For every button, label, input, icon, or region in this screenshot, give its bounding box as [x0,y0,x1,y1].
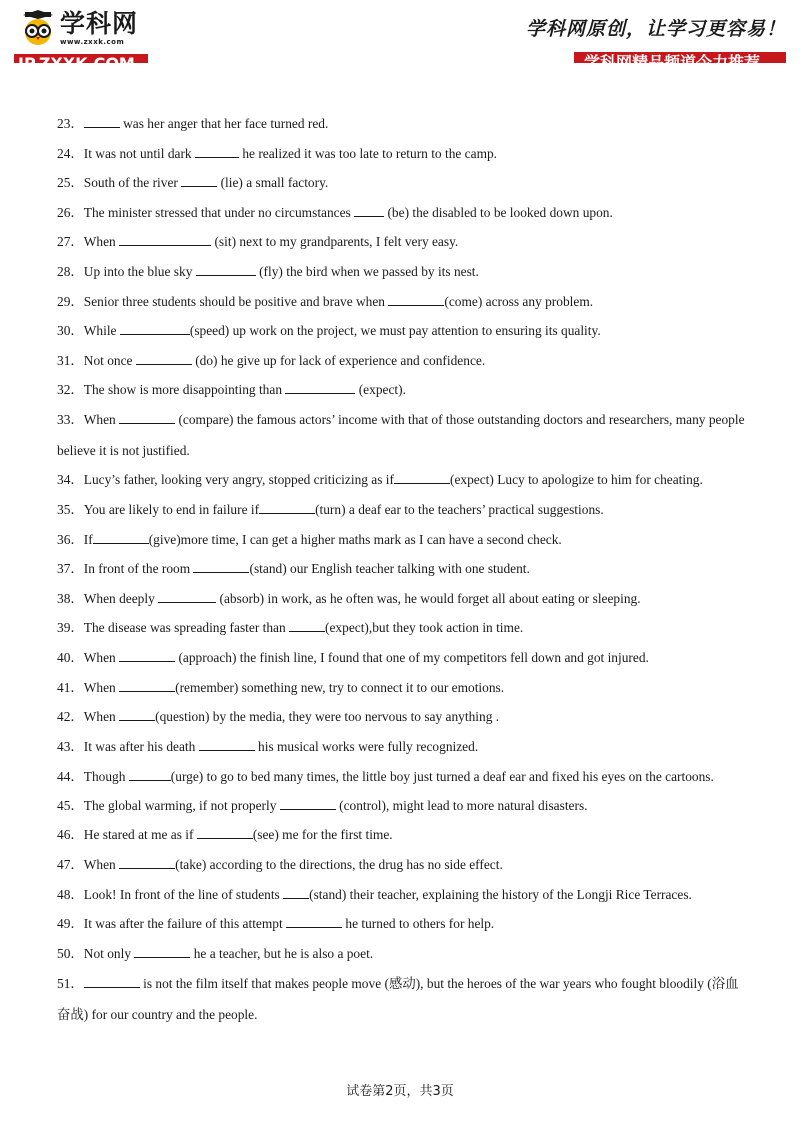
question-text: Not only [83,945,135,961]
question-text: (expect),but they took action in time. [325,620,524,636]
question-item [57,944,747,964]
question-text: The global warming, if not properly [83,797,280,813]
answer-blank[interactable] [280,797,336,810]
question-text: (see) me for the first time. [252,827,393,843]
answer-blank[interactable] [84,975,140,988]
question-text: Lucy’s father, looking very angry, stopped criticizing as if [83,472,394,488]
question-number: 45． [57,797,84,813]
question-item [57,530,747,550]
answer-blank[interactable] [394,471,450,484]
page-number: 试卷第2页，共3页 [346,1084,454,1099]
question-item [57,173,747,193]
question-text: (give)more time, I can get a higher maths mark as I can have a second check. [148,531,562,547]
answer-blank[interactable] [286,915,342,928]
question-number: 25． [57,175,84,191]
answer-blank[interactable] [134,945,190,958]
question-item [57,500,747,520]
question-text: (turn) a deaf ear to the teachers’ practical suggestions. [315,502,604,518]
answer-blank[interactable] [354,204,384,217]
question-text: (compare) the famous actors’ income with that of those outstanding doctors and researchers, many people believe it is not justified. [57,412,748,459]
question-text: is not the film itself that makes people move (感动), but the heroes of the war years who fought bloodily (浴血奋战) for our country and the people. [57,975,739,1022]
question-item [57,885,747,905]
question-item [57,855,747,875]
answer-blank[interactable] [158,590,216,603]
question-text: If [83,531,93,547]
question-item [57,262,747,282]
question-item [57,678,747,698]
question-text: It was after his death [83,738,199,754]
question-number: 48． [57,886,84,902]
question-item [57,114,747,134]
answer-blank[interactable] [285,381,355,394]
question-text: (absorb) in work, as he often was, he would forget all about eating or sleeping. [216,590,641,606]
question-number: 49． [57,916,84,932]
question-text: When [83,234,120,250]
question-text: his musical works were fully recognized. [254,738,479,754]
question-text: (control), might lead to more natural disasters. [335,797,588,813]
question-text: You are likely to end in failure if [83,502,260,518]
question-text: he realized it was too late to return to the camp. [238,145,498,161]
question-text: was her anger that her face turned red. [119,116,329,131]
answer-blank[interactable] [193,560,249,573]
question-text: He stared at me as if [83,827,197,843]
question-item [57,618,747,638]
answer-blank[interactable] [259,501,315,514]
question-item [57,589,747,609]
question-item [57,968,747,1030]
question-item [57,470,747,490]
answer-blank[interactable] [119,708,155,721]
question-text: (speed) up work on the project, we must pay attention to ensuring its quality. [189,323,601,339]
question-item [57,232,747,252]
question-item [57,351,747,371]
question-number: 46． [57,827,84,843]
question-item [57,707,747,727]
question-item [57,292,747,312]
question-number: 29． [57,293,84,309]
question-number: 30． [57,323,84,339]
answer-blank[interactable] [181,174,217,187]
answer-blank[interactable] [196,263,256,276]
question-text: Senior three students should be positive and brave when [83,293,389,309]
question-number: 42． [57,709,84,725]
question-item [57,914,747,934]
question-number: 51． [57,975,84,991]
question-item [57,321,747,341]
logo-name: 学科网 [60,9,139,38]
page-header [0,0,800,80]
question-text: It was after the failure of this attempt [83,916,287,932]
question-text: (take) according to the directions, the drug has no side effect. [175,857,503,873]
answer-blank[interactable] [388,293,444,306]
question-number: 37． [57,561,84,577]
question-text: (approach) the finish line, I found that one of my competitors fell down and got injured. [175,650,649,665]
question-number: 50． [57,945,84,961]
question-text: (be) the disabled to be looked down upon. [384,204,613,220]
question-text: The show is more disappointing than [83,382,286,398]
answer-blank[interactable] [197,826,253,839]
question-number: 38． [57,590,84,606]
question-text: South of the river [83,175,182,191]
answer-blank[interactable] [195,145,239,158]
answer-blank[interactable] [119,649,175,662]
question-text: he a teacher, but he is also a poet. [190,945,374,961]
question-text: (lie) a small factory. [217,175,329,191]
question-text: While [83,323,120,339]
question-item [57,796,747,816]
question-item [57,761,747,792]
question-item [57,203,747,223]
question-text: When [83,412,120,428]
question-text: When [83,709,120,725]
question-text: Though [83,768,129,784]
question-number: 40． [57,650,84,665]
question-number: 28． [57,263,84,279]
question-number: 39． [57,620,84,636]
question-list [57,114,747,1034]
question-text: It was not until dark [83,145,195,161]
question-text: When [83,679,120,695]
answer-blank[interactable] [289,619,325,632]
question-number: 31． [57,352,84,368]
question-text: When [83,857,120,873]
question-item [57,737,747,757]
question-text: (remember) something new, try to connect it to our emotions. [175,679,505,695]
answer-blank[interactable] [84,115,120,128]
question-text: (do) he give up for lack of experience and confidence. [191,352,486,368]
answer-blank[interactable] [136,352,192,365]
question-number: 44． [57,768,84,784]
answer-blank[interactable] [93,531,149,544]
question-number: 27． [57,234,84,250]
question-text: When [83,650,120,665]
question-text: When deeply [83,590,159,606]
question-text: (stand) their teacher, explaining the history of the Longji Rice Terraces. [309,886,692,902]
answer-blank[interactable] [199,738,255,751]
question-text: The minister stressed that under no circumstances [83,204,355,220]
question-item [57,144,747,164]
question-item [57,404,747,466]
question-text: he turned to others for help. [342,916,495,932]
question-text: (sit) next to my grandparents, I felt very easy. [211,234,459,250]
question-text: Not once [83,352,136,368]
logo-url: www.zxxk.com [60,38,125,46]
page-footer [0,1080,800,1099]
question-number: 36． [57,531,84,547]
question-text: In front of the room [83,561,194,577]
question-text: (question) by the media, they were too nervous to say anything . [155,709,500,725]
question-text: (urge) to go to bed many times, the little boy just turned a deaf ear and fixed his eyes on the cartoons. [170,768,714,784]
answer-blank[interactable] [119,856,175,869]
question-text: (fly) the bird when we passed by its nest. [255,263,479,279]
question-text: (expect). [355,382,406,398]
question-text: (stand) our English teacher talking with one student. [249,561,530,577]
question-number: 47． [57,857,84,873]
question-number: 34． [57,472,84,488]
owl-mascot-icon [20,10,56,46]
answer-blank[interactable] [283,886,309,899]
question-number: 41． [57,679,84,695]
answer-blank[interactable] [119,233,211,246]
question-text: (come) across any problem. [444,293,594,309]
question-item [57,559,747,579]
question-text: Up into the blue sky [83,263,196,279]
question-item [57,380,747,400]
question-number: 23． [57,116,84,131]
question-number: 43． [57,738,84,754]
answer-blank[interactable] [120,322,190,335]
question-number: 32． [57,382,84,398]
question-text: (expect) Lucy to apologize to him for cheating. [450,472,703,488]
question-item [57,648,747,668]
answer-blank[interactable] [119,679,175,692]
question-number: 33． [57,412,84,428]
site-logo [20,10,138,46]
question-number: 26． [57,204,84,220]
question-text: Look! In front of the line of students [83,886,284,902]
question-item [57,825,747,845]
question-number: 24． [57,145,84,161]
answer-blank[interactable] [129,768,171,781]
answer-blank[interactable] [119,411,175,424]
question-number: 35． [57,502,84,518]
header-slogan: 学科网原创，让学习更容易！ [525,18,786,40]
question-text: The disease was spreading faster than [83,620,290,636]
header-overlap-mask [0,63,800,77]
